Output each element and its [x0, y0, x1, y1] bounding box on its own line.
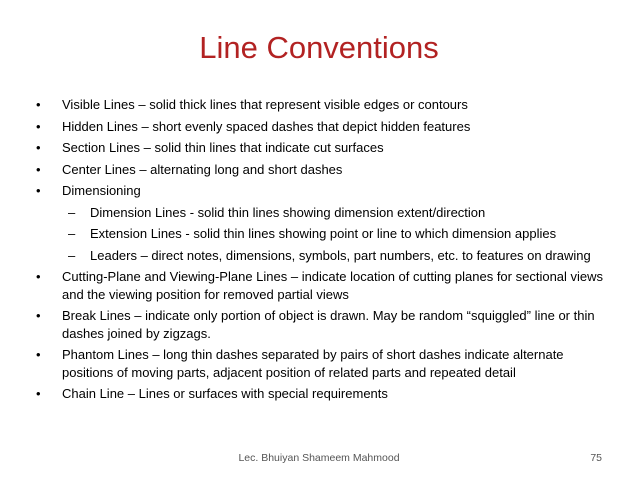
bullet-icon: • — [36, 161, 41, 177]
sub-list-item — [36, 247, 606, 265]
list-item — [36, 268, 606, 303]
dash-icon: – — [68, 204, 76, 220]
bullet-icon: • — [36, 183, 41, 198]
list-item — [36, 118, 606, 136]
list-item-text: Center Lines – alternating long and short dashes — [62, 161, 343, 177]
bullet-icon: • — [36, 118, 41, 134]
list-item-text: Hidden Lines – short evenly spaced dashes that depict hidden features — [62, 118, 471, 134]
bullet-icon: • — [36, 308, 41, 323]
dash-icon: – — [68, 226, 76, 241]
sub-list-item-text: Leaders – direct notes, dimensions, symbols, part numbers, etc. to features on drawing — [90, 247, 591, 263]
sub-list-item — [36, 225, 606, 243]
sub-list-item-text: Dimension Lines - solid thin lines showing dimension extent/direction — [90, 204, 486, 220]
list-item — [36, 182, 606, 200]
bullet-icon: • — [36, 97, 41, 112]
sub-list-item-text: Extension Lines - solid thin lines showing point or line to which dimension applies — [90, 226, 557, 241]
list-item-text: Phantom Lines – long thin dashes separated by pairs of short dashes indicate alternate positions of moving parts, adjacent position of related parts and repeated detail — [62, 347, 564, 380]
list-item-text: Break Lines – indicate only portion of object is drawn. May be random “squiggled” line or thin dashes joined by zigzags. — [62, 308, 595, 341]
list-item — [36, 385, 606, 403]
list-item — [36, 307, 606, 342]
bullet-icon: • — [36, 347, 41, 362]
bullet-icon: • — [36, 269, 41, 284]
bullet-list — [36, 96, 606, 407]
list-item — [36, 96, 606, 114]
footer-author: Lec. Bhuiyan Shameem Mahmood — [238, 452, 400, 464]
list-item-text: Section Lines – solid thin lines that indicate cut surfaces — [62, 140, 384, 155]
list-item — [36, 139, 606, 157]
bullet-icon: • — [36, 386, 41, 401]
list-item-text: Cutting-Plane and Viewing-Plane Lines – indicate location of cutting planes for sectional views and the viewing position for removed partial views — [62, 269, 604, 302]
sub-list-item — [36, 204, 606, 222]
dash-icon: – — [68, 247, 76, 263]
list-item-text: Visible Lines – solid thick lines that represent visible edges or contours — [62, 97, 468, 112]
slide-title: Line Conventions — [199, 30, 439, 65]
page-number: 75 — [590, 452, 602, 464]
list-item — [36, 161, 606, 179]
list-item-text: Dimensioning — [62, 183, 141, 198]
bullet-icon: • — [36, 140, 41, 155]
list-item — [36, 346, 606, 381]
list-item-text: Chain Line – Lines or surfaces with special requirements — [62, 386, 388, 401]
